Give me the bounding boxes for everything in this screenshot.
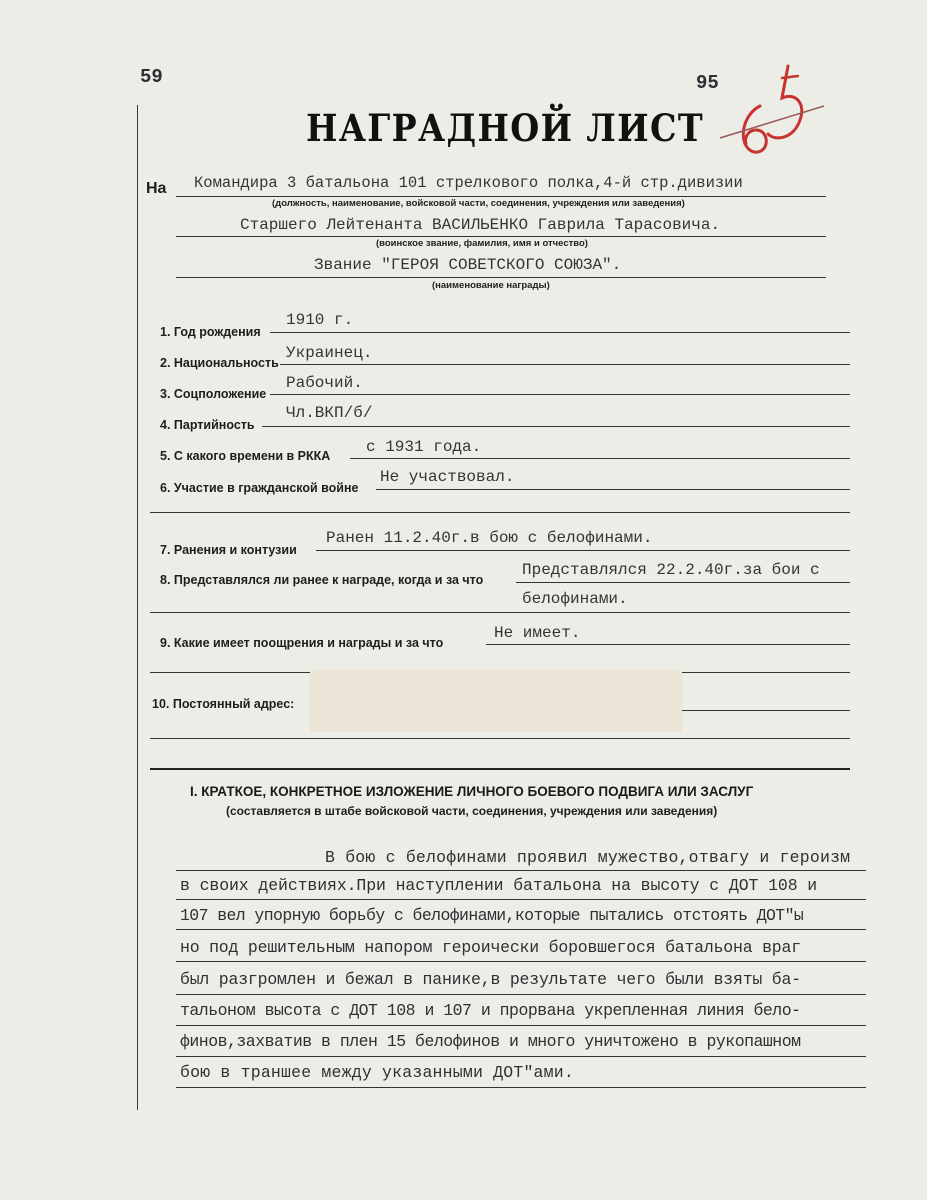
field-2-line xyxy=(280,364,850,365)
section-divider xyxy=(150,768,850,770)
recipient-name-line xyxy=(176,236,826,237)
narrative-rule-6 xyxy=(176,1025,866,1026)
document-title: НАГРАДНОЙ ЛИСТ xyxy=(306,106,704,150)
narrative-line-3: 107 вел упорную борьбу с белофинами,которые пытались отстоять ДОТ"ы xyxy=(180,906,804,925)
recipient-name: Старшего Лейтенанта ВАСИЛЬЕНКО Гаврила Тарасовича. xyxy=(240,216,721,234)
field-2-value: Украинец. xyxy=(286,344,373,362)
narrative-rule-3 xyxy=(176,929,866,930)
field-8-label: 8. Представлялся ли ранее к награде, когда и за что xyxy=(160,573,484,587)
narrative-line-2: в своих действиях.При наступлении батальона на высоту с ДОТ 108 и xyxy=(180,876,818,895)
field-8-line-2 xyxy=(150,612,850,613)
field-8-value-continued: белофинами. xyxy=(522,590,628,608)
field-3-value: Рабочий. xyxy=(286,374,363,392)
recipient-unit-line xyxy=(176,196,826,197)
narrative-line-8: бою в траншее между указанными ДОТ"ами. xyxy=(180,1063,574,1082)
narrative-rule-7 xyxy=(176,1056,866,1057)
narrative-line-1: В бою с белофинами проявил мужество,отвагу и героизм xyxy=(325,848,851,867)
field-4-label: 4. Партийность xyxy=(160,418,255,432)
field-1-label: 1. Год рождения xyxy=(160,325,261,339)
field-10-label: 10. Постоянный адрес: xyxy=(152,697,295,711)
field-3-line xyxy=(270,394,850,395)
narrative-line-5: был разгромлен и бежал в панике,в результате чего были взяты ба- xyxy=(180,970,801,989)
narrative-line-4: но под решительным напором героически боровшегося батальона враг xyxy=(180,938,801,957)
award-name-caption: (наименование награды) xyxy=(432,280,550,291)
field-6-line xyxy=(376,489,850,490)
field-6-value: Не участвовал. xyxy=(380,468,515,486)
field-7-line xyxy=(316,550,850,551)
section-subheading: (составляется в штабе войсковой части, соединения, учреждения или заведения) xyxy=(226,804,718,818)
field-8-line xyxy=(516,582,850,583)
field-8-value: Представлялся 22.2.40г.за бои с xyxy=(522,561,820,579)
page-number-right: 95 xyxy=(696,72,719,94)
award-name: Звание "ГЕРОЯ СОВЕТСКОГО СОЮЗА". xyxy=(314,256,622,274)
narrative-rule-8 xyxy=(176,1087,866,1088)
field-4-line xyxy=(262,426,850,427)
narrative-line-6: тальоном высота с ДОТ 108 и 107 и прорвана укрепленная линия бело- xyxy=(180,1001,801,1020)
narrative-line-7: финов,захватив в плен 15 белофинов и много уничтожено в рукопашном xyxy=(180,1032,801,1051)
narrative-rule-1 xyxy=(176,870,866,871)
field-9-value: Не имеет. xyxy=(494,624,581,642)
field-4-value: Чл.ВКП/б/ xyxy=(286,404,373,422)
field-6-line-2 xyxy=(150,512,850,513)
field-10-line-2 xyxy=(150,738,850,739)
narrative-rule-5 xyxy=(176,994,866,995)
field-5-value: с 1931 года. xyxy=(366,438,482,456)
field-7-label: 7. Ранения и контузии xyxy=(160,543,297,557)
award-name-line xyxy=(176,277,826,278)
address-redaction xyxy=(310,670,682,732)
field-6-label: 6. Участие в гражданской войне xyxy=(160,481,359,495)
field-5-label: 5. С какого времени в РККА xyxy=(160,449,331,463)
field-5-line xyxy=(350,458,850,459)
narrative-rule-4 xyxy=(176,961,866,962)
field-1-value: 1910 г. xyxy=(286,311,354,329)
section-heading: I. КРАТКОЕ, КОНКРЕТНОЕ ИЗЛОЖЕНИЕ ЛИЧНОГО БОЕВОГО ПОДВИГА ИЛИ ЗАСЛУГ xyxy=(190,784,754,799)
field-10-line xyxy=(682,710,850,711)
recipient-unit-caption: (должность, наименование, войсковой части, соединения, учреждения или заведения) xyxy=(272,198,685,209)
field-9-line xyxy=(486,644,850,645)
narrative-rule-2 xyxy=(176,899,866,900)
field-7-value: Ранен 11.2.40г.в бою с белофинами. xyxy=(326,529,653,547)
recipient-unit: Командира 3 батальона 101 стрелкового полка,4-й стр.дивизии xyxy=(194,174,743,192)
recipient-name-caption: (воинское звание, фамилия, имя и отчество) xyxy=(376,238,588,249)
na-label: На xyxy=(146,180,167,197)
left-margin-rule xyxy=(137,105,138,1110)
handwritten-archive-number xyxy=(720,56,830,166)
field-9-label: 9. Какие имеет поощрения и награды и за что xyxy=(160,636,444,650)
field-3-label: 3. Соцположение xyxy=(160,387,267,401)
field-2-label: 2. Национальность xyxy=(160,356,279,370)
field-1-line xyxy=(270,332,850,333)
page-number-left: 59 xyxy=(140,66,163,88)
